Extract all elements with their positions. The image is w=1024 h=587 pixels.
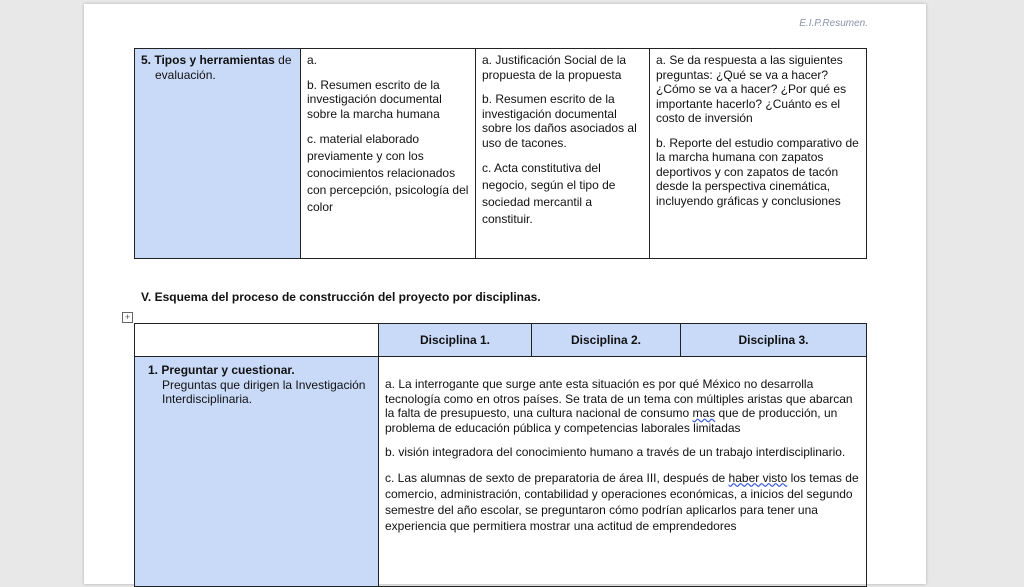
row-label-cell <box>135 357 379 587</box>
cell-paragraph: b. Resumen escrito de la investigación documental sobre los daños asociados al uso de tacones. <box>482 92 637 150</box>
disciplines-table <box>134 323 867 587</box>
cell-paragraph: b. Resumen escrito de la investigación documental sobre la marcha humana <box>307 77 442 121</box>
text-span: c. Las alumnas de sexto de preparatoria de área III, después de <box>385 470 729 485</box>
row-label-bold: 1. Preguntar y cuestionar. <box>148 363 295 377</box>
table-header-row <box>135 324 867 357</box>
table-move-handle-icon[interactable]: + <box>122 312 133 323</box>
cell-col1 <box>301 49 476 259</box>
cell-paragraph: b. Reporte del estudio comparativo de la marcha humana con zapatos deportivos y con zapatos de tacón desde la perspectiva cinemática, incluyendo gráficas y conclusiones <box>656 135 859 208</box>
row-label-sub: Preguntas que dirigen la Investigación Interdisciplinaria. <box>162 377 366 406</box>
table-row <box>135 49 867 259</box>
text-span: los temas de comercio, administración, contabilidad y operaciones económicas, a inicios del segundo semestre del año escolar, se preguntaron cómo podrían aplicarlos para tener una experiencia que permitiera mostrar una actitud de emprendedores <box>385 470 859 533</box>
cell-col3 <box>650 49 867 259</box>
content-cell <box>379 357 867 587</box>
row-label-line2: evaluación. <box>155 67 216 82</box>
header-disciplina-3: Disciplina 3. <box>681 324 867 357</box>
cell-paragraph: a. Justificación Social de la propuesta de la propuesta <box>482 53 627 82</box>
content-paragraph-b: b. visión integradora del conocimiento humano a través de un trabajo interdisciplinario. <box>385 445 846 459</box>
content-paragraph-a <box>385 377 860 435</box>
document-page <box>84 4 926 584</box>
cell-paragraph: a. <box>307 53 318 67</box>
section-title: V. Esquema del proceso de construcción del proyecto por disciplinas. <box>141 290 541 304</box>
row-label-rest: de <box>274 53 292 67</box>
evaluation-table <box>134 48 867 259</box>
header-disciplina-2: Disciplina 2. <box>532 324 681 357</box>
header-disciplina-1: Disciplina 1. <box>379 324 532 357</box>
text-span: que de producción, un problema de educación pública y competencias laborales limitadas <box>385 406 838 435</box>
row-label-bold: 5. Tipos y herramientas <box>141 53 275 67</box>
cell-paragraph: c. material elaborado previamente y con los conocimientos relacionados con percepción, psicología del color <box>307 132 469 214</box>
table-row <box>135 357 867 587</box>
cell-col2 <box>476 49 650 259</box>
spelling-flag: haber visto <box>728 470 788 485</box>
content-paragraph-c <box>385 470 860 534</box>
row-label-cell <box>135 49 301 259</box>
spelling-flag: mas <box>692 406 716 420</box>
cell-paragraph: c. Acta constitutiva del negocio, según el tipo de sociedad mercantil a constituir. <box>482 161 616 226</box>
page-header: E.I.P.Resumen. <box>799 18 868 29</box>
cell-paragraph: a. Se da respuesta a las siguientes preguntas: ¿Qué se va a hacer? ¿Cómo se va a hacer? ¿Por qué es importante hacerlo? ¿Cuánto es el costo de inversión <box>656 53 847 125</box>
empty-header-cell <box>135 324 379 357</box>
text-span: a. La interrogante que surge ante esta situación es por qué México no desarrolla tecnología como en otros países. Se trata de un tema con múltiples aristas que abarcan la falta de presupuesto, una cultura nacional de consumo <box>385 377 853 420</box>
